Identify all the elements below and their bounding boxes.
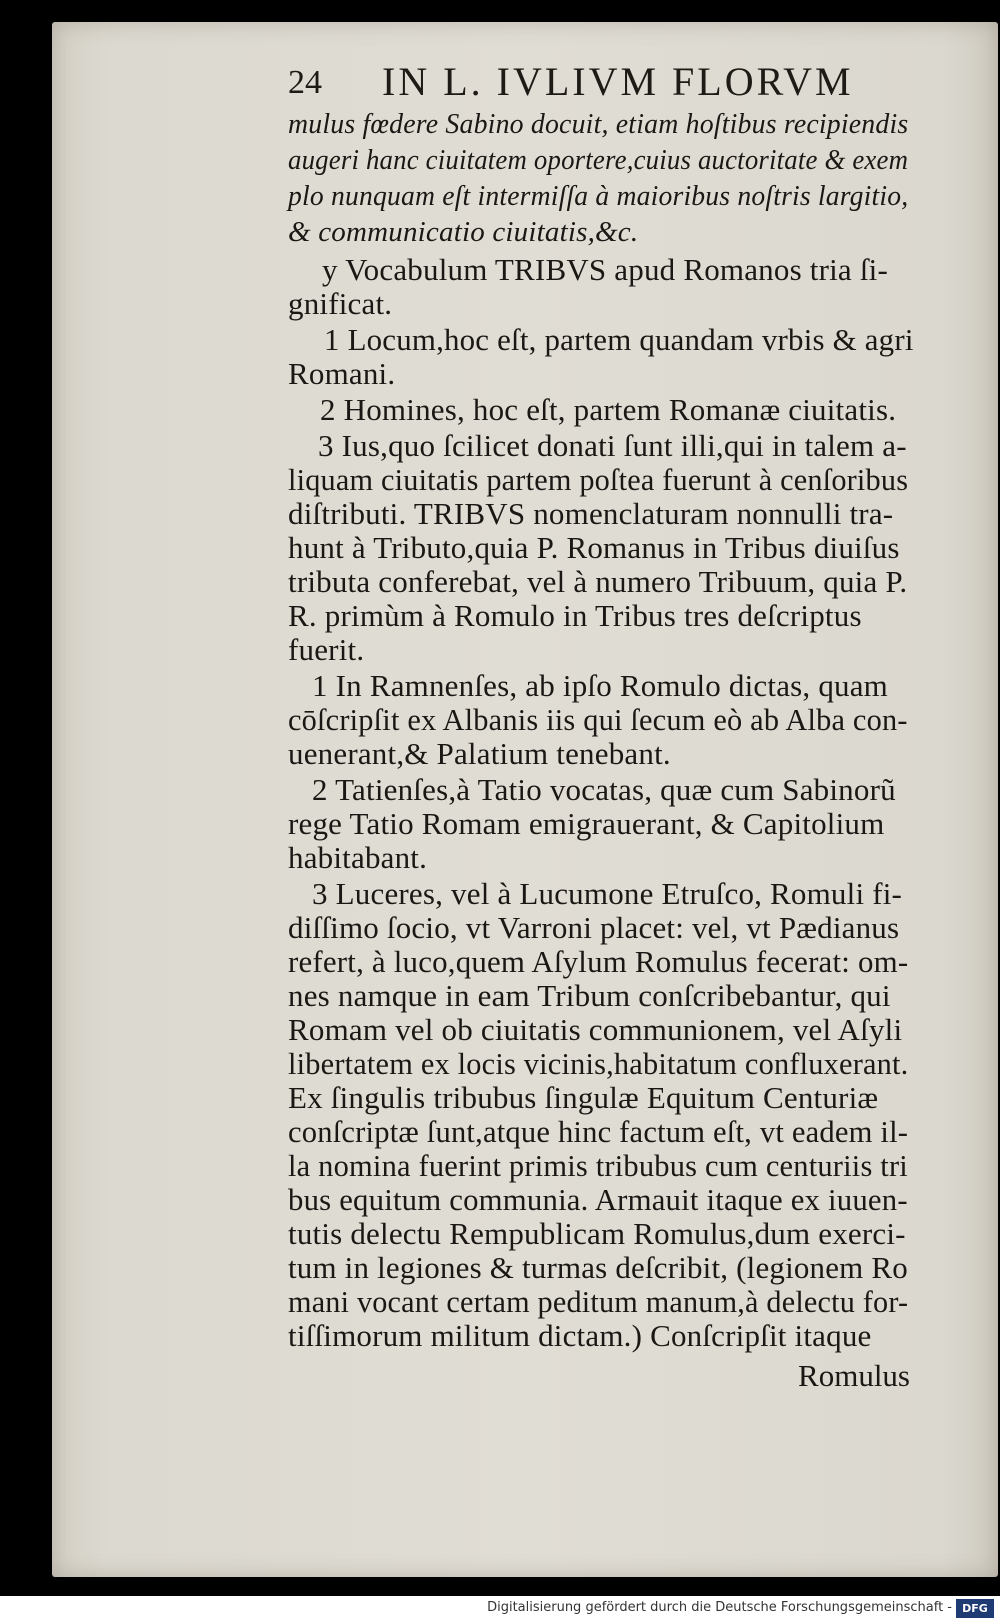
- page-number: 24: [288, 64, 322, 101]
- text-line: plo nunquam eſt intermiſſa à maioribus noſtris largitio,: [288, 180, 909, 212]
- page-header: [288, 52, 888, 102]
- text-line: Ex ſingulis tribubus ſingulæ Equitum Centuriæ: [288, 1080, 879, 1115]
- text-line: Romani.: [288, 356, 396, 391]
- text-line: habitabant.: [288, 840, 428, 875]
- text-line: diſtributi. TRIBVS nomenclaturam nonnulli tra-: [288, 496, 894, 531]
- catchword: Romulus: [798, 1358, 910, 1393]
- text-line: tributa conferebat, vel à numero Tribuum, quia P.: [288, 564, 908, 599]
- digitization-credit: Digitalisierung gefördert durch die Deutsche Forschungsgemeinschaft -: [487, 1600, 952, 1615]
- text-line: mani vocant certam peditum manum,à delectu for-: [288, 1284, 909, 1319]
- text-line: 3 Ius,quo ſcilicet donati ſunt illi,qui in talem a-: [318, 428, 907, 463]
- text-line: gnificat.: [288, 286, 393, 321]
- text-line: Romam vel ob ciuitatis communionem, vel Aſyli: [288, 1012, 903, 1047]
- text-line: uenerant,& Palatium tenebant.: [288, 736, 671, 771]
- text-line: la nomina fuerint primis tribubus cum centuriis tri: [288, 1148, 908, 1183]
- text-line: cōſcripſit ex Albanis iis qui ſecum eò ab Alba con-: [288, 702, 908, 737]
- dfg-logo-icon: DFG: [956, 1599, 994, 1618]
- text-line: libertatem ex locis vicinis,habitatum confluxerant.: [288, 1046, 909, 1081]
- text-line: tutis delectu Rempublicam Romulus,dum exerci-: [288, 1216, 906, 1251]
- text-line: bus equitum communia. Armauit itaque ex iuuen-: [288, 1182, 908, 1217]
- running-title: IN L. IVLIVM FLORVM: [382, 59, 854, 104]
- text-line: hunt à Tributo,quia P. Romanus in Tribus diuiſus: [288, 530, 900, 565]
- text-line: fuerit.: [288, 632, 365, 667]
- text-line: tiſſimorum militum dictam.) Conſcripſit itaque: [288, 1318, 872, 1353]
- text-line: R. primùm à Romulo in Tribus tres deſcriptus: [288, 598, 862, 633]
- text-line: y Vocabulum TRIBVS apud Romanos tria ſi-: [322, 252, 888, 287]
- text-line: 1 In Ramnenſes, ab ipſo Romulo dictas, quam: [312, 668, 888, 703]
- text-line: diſſimo ſocio, vt Varroni placet: vel, vt Pædianus: [288, 910, 900, 945]
- text-line: conſcriptæ ſunt,atque hinc factum eſt, vt eadem il-: [288, 1114, 909, 1149]
- text-line: 3 Luceres, vel à Lucumone Etruſco, Romuli fi-: [312, 876, 903, 911]
- footer-bar: [0, 1596, 1000, 1623]
- text-line: nes namque in eam Tribum conſcribebantur, qui: [288, 978, 891, 1013]
- text-line: 2 Homines, hoc eſt, partem Romanæ ciuitatis.: [320, 392, 897, 427]
- text-line: tum in legiones & turmas deſcribit, (legionem Ro: [288, 1250, 908, 1285]
- text-line: refert, à luco,quem Aſylum Romulus fecerat: om-: [288, 944, 909, 979]
- text-line: augeri hanc ciuitatem oportere,cuius auctoritate & exem: [288, 144, 909, 176]
- text-line: 1 Locum,hoc eſt, partem quandam vrbis & agri: [324, 322, 914, 357]
- text-line: rege Tatio Romam emigrauerant, & Capitolium: [288, 806, 885, 841]
- text-line: & communicatio ciuitatis,&c.: [288, 216, 639, 248]
- text-line: 2 Tatienſes,à Tatio vocatas, quæ cum Sabinorũ: [312, 772, 896, 807]
- text-line: liquam ciuitatis partem poſtea fuerunt à cenſoribus: [288, 462, 909, 497]
- text-line: mulus fœdere Sabino docuit, etiam hoſtibus recipiendis: [288, 108, 909, 140]
